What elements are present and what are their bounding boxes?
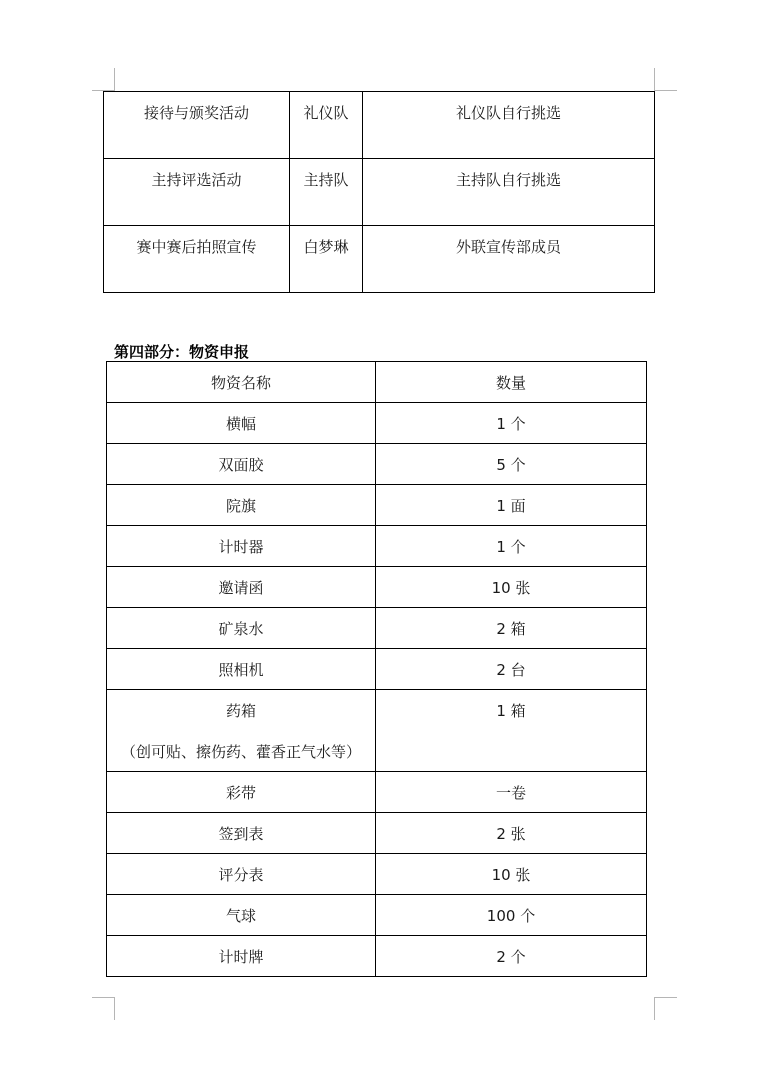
item-name-cell: 计时器 xyxy=(107,526,376,567)
role-task-cell: 赛中赛后拍照宣传 xyxy=(104,226,290,293)
item-name-cell xyxy=(107,690,376,772)
table-row xyxy=(107,813,647,854)
table-row xyxy=(107,936,647,977)
item-quantity-cell: 1 面 xyxy=(376,485,647,526)
role-note-cell: 外联宣传部成员 xyxy=(363,226,655,293)
item-quantity-cell: 2 台 xyxy=(376,649,647,690)
table-row xyxy=(104,92,655,159)
table-row xyxy=(107,772,647,813)
item-quantity-cell: 1 个 xyxy=(376,403,647,444)
table-row xyxy=(107,403,647,444)
item-name-cell: 院旗 xyxy=(107,485,376,526)
table-row xyxy=(104,159,655,226)
role-note-cell: 礼仪队自行挑选 xyxy=(363,92,655,159)
item-quantity-cell: 1 箱 xyxy=(376,690,647,772)
item-name-cell: 横幅 xyxy=(107,403,376,444)
table-row xyxy=(107,854,647,895)
section-heading: 第四部分：物资申报 xyxy=(114,343,250,361)
role-person-cell: 主持队 xyxy=(290,159,363,226)
header-item-name: 物资名称 xyxy=(107,362,376,403)
table-row xyxy=(104,226,655,293)
item-name-cell: 矿泉水 xyxy=(107,608,376,649)
item-name-cell: 评分表 xyxy=(107,854,376,895)
role-note-cell: 主持队自行挑选 xyxy=(363,159,655,226)
item-name-cell: 双面胶 xyxy=(107,444,376,485)
role-task-cell: 主持评选活动 xyxy=(104,159,290,226)
table-header-row xyxy=(107,362,647,403)
header-quantity: 数量 xyxy=(376,362,647,403)
item-name-cell: 签到表 xyxy=(107,813,376,854)
page-corner-mark-top-left xyxy=(92,68,115,91)
table-row xyxy=(107,526,647,567)
page-corner-mark-bottom-right xyxy=(654,997,677,1020)
item-quantity-cell: 2 张 xyxy=(376,813,647,854)
item-quantity-cell: 10 张 xyxy=(376,567,647,608)
item-quantity-cell: 100 个 xyxy=(376,895,647,936)
table-row xyxy=(107,690,647,772)
role-person-cell: 礼仪队 xyxy=(290,92,363,159)
item-name-cell: 邀请函 xyxy=(107,567,376,608)
item-quantity-cell: 10 张 xyxy=(376,854,647,895)
item-quantity-cell: 一卷 xyxy=(376,772,647,813)
item-quantity-cell: 2 个 xyxy=(376,936,647,977)
role-task-cell: 接待与颁奖活动 xyxy=(104,92,290,159)
table-row xyxy=(107,567,647,608)
role-person-cell: 白梦琳 xyxy=(290,226,363,293)
roles-table xyxy=(103,91,655,293)
supplies-table xyxy=(106,361,647,977)
item-name-cell: 照相机 xyxy=(107,649,376,690)
item-name-cell: 彩带 xyxy=(107,772,376,813)
item-name-text: 药箱 xyxy=(225,702,256,720)
table-row xyxy=(107,895,647,936)
item-name-cell: 气球 xyxy=(107,895,376,936)
table-row xyxy=(107,444,647,485)
item-quantity-cell: 5 个 xyxy=(376,444,647,485)
table-row xyxy=(107,649,647,690)
item-quantity-cell: 1 个 xyxy=(376,526,647,567)
item-name-cell: 计时牌 xyxy=(107,936,376,977)
item-name-detail: （创可贴、擦伤药、藿香正气水等） xyxy=(120,743,361,761)
table-row xyxy=(107,485,647,526)
page-corner-mark-bottom-left xyxy=(92,997,115,1020)
page-corner-mark-top-right xyxy=(654,68,677,91)
item-quantity-cell: 2 箱 xyxy=(376,608,647,649)
table-row xyxy=(107,608,647,649)
